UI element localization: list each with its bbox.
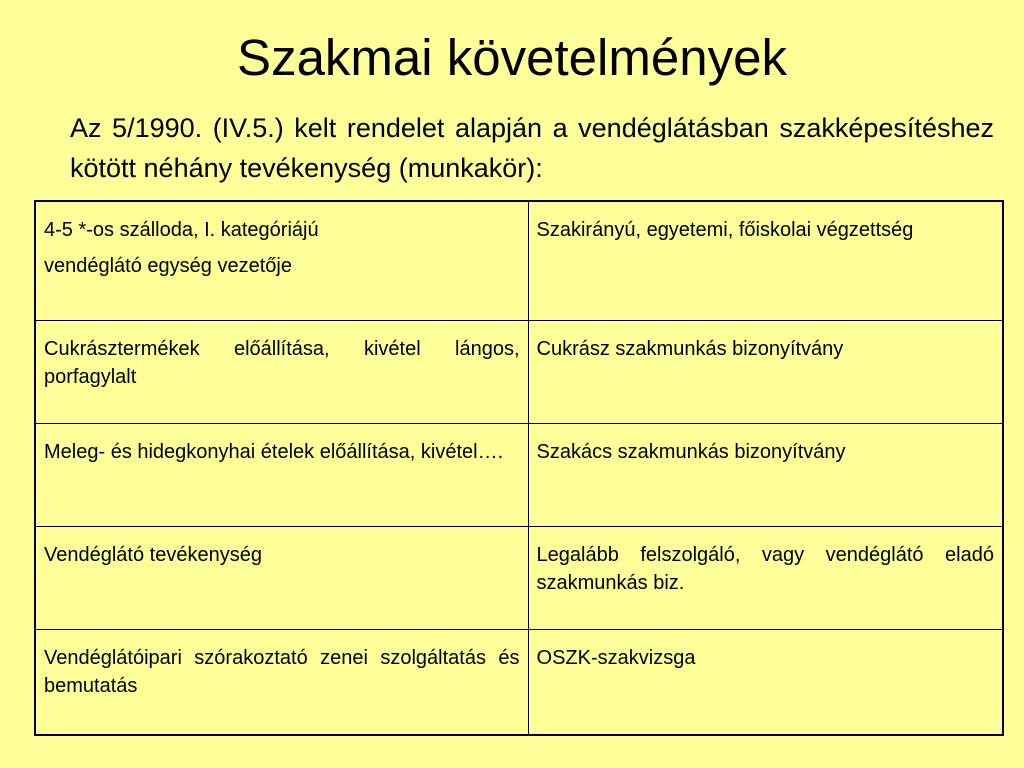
table-row [35,527,1003,630]
requirement-cell: Szakirányú, egyetemi, főiskolai végzettség [528,201,1003,321]
page-title: Szakmai követelmények [237,29,787,86]
requirement-cell: OSZK-szakvizsga [528,630,1003,736]
activity-line: 4-5 *-os szálloda, I. kategóriájú [44,219,319,241]
activity-cell: Vendéglátóipari szórakoztató zenei szolgáltatás és bemutatás [35,630,528,736]
requirements-table [34,200,1004,736]
activity-cell [35,201,528,321]
activity-cell: Meleg- és hidegkonyhai ételek előállítása, kivétel…. [35,424,528,527]
requirement-cell: Legalább felszolgáló, vagy vendéglátó eladó szakmunkás biz. [528,527,1003,630]
table-row [35,321,1003,424]
table-row [35,424,1003,527]
activity-cell: Cukrásztermékek előállítása, kivétel lángos, porfagylalt [35,321,528,424]
requirement-cell: Cukrász szakmunkás bizonyítvány [528,321,1003,424]
intro-text: Az 5/1990. (IV.5.) kelt rendelet alapján a vendéglátásban szakképesítéshez kötött néhány tevékenység (munkakör): [70,113,994,183]
table-row [35,201,1003,321]
activity-cell: Vendéglátó tevékenység [35,527,528,630]
activity-line: vendéglátó egység vezetője [44,255,292,277]
requirement-cell: Szakács szakmunkás bizonyítvány [528,424,1003,527]
table-row [35,630,1003,736]
